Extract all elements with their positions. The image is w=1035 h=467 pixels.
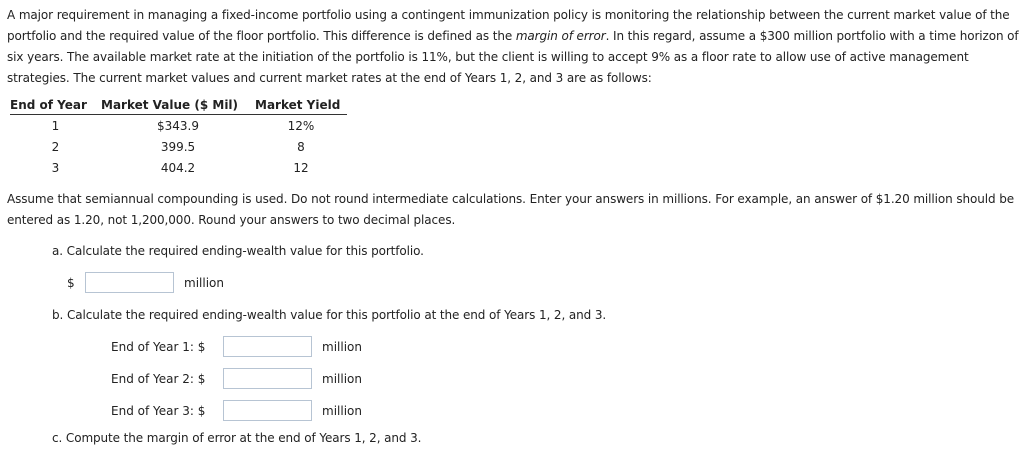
- year2-label: End of Year 2: $: [111, 371, 206, 386]
- cell-market-value: $343.9: [157, 118, 199, 133]
- answer-b-year2-row: [111, 367, 1031, 390]
- market-data-table: [10, 98, 347, 178]
- year3-label: End of Year 3: $: [111, 403, 206, 418]
- year1-label: End of Year 1: $: [111, 339, 206, 354]
- answer-b-year1-row: [111, 335, 1031, 358]
- unit-label: million: [322, 371, 362, 386]
- header-market-value: Market Value ($ Mil): [101, 98, 255, 115]
- answer-a-input[interactable]: [85, 272, 174, 293]
- cell-year: 1: [51, 118, 60, 133]
- question-a-text: a. Calculate the required ending-wealth value for this portfolio.: [52, 244, 424, 258]
- cell-market-value: 399.5: [160, 139, 196, 154]
- answer-b-year3-row: [111, 399, 1031, 422]
- answer-b-year3-input[interactable]: [223, 400, 312, 421]
- intro-text-start: A major requirement in managing a fixed-income portfolio using a contingent immunization policy is monitoring the relationship between the current market value of the portfolio and the required value of the floor portfolio. This difference is defined as the: [7, 8, 1010, 43]
- cell-year: 3: [51, 160, 60, 175]
- cell-year: 2: [51, 139, 60, 154]
- cell-market-yield: 12: [293, 160, 309, 175]
- unit-label: million: [322, 339, 362, 354]
- answer-a-row: [67, 271, 1031, 294]
- table-row: [10, 115, 347, 137]
- instructions-text: Assume that semiannual compounding is used. Do not round intermediate calculations. Enter your answers in millions. For example, an answer of $1.20 million should be entered as 1.20, not 1,200,000. Round your answers to two decimal places.: [7, 192, 1014, 227]
- intro-text-end: . In this regard, assume a $300 million portfolio with a time horizon of six years. The available market rate at the initiation of the portfolio is 11%, but the client is willing to accept 9% as a floor rate to allow use of active management strategies. The current market values and current market rates at the end of Years 1, 2, and 3 are as follows:: [7, 29, 1019, 85]
- table-row: [10, 136, 347, 157]
- dollar-sign: $: [67, 275, 75, 290]
- question-b: [52, 305, 1031, 422]
- question-b-text: b. Calculate the required ending-wealth value for this portfolio at the end of Years 1, 2, and 3.: [52, 308, 607, 322]
- intro-term-margin-of-error: margin of error: [515, 29, 606, 43]
- cell-market-yield: 12%: [287, 118, 315, 133]
- question-c: [52, 428, 1031, 449]
- cell-market-yield: 8: [297, 139, 305, 154]
- answer-b-year1-input[interactable]: [223, 336, 312, 357]
- answer-b-year2-input[interactable]: [223, 368, 312, 389]
- table-row: [10, 157, 347, 178]
- header-market-yield: Market Yield: [255, 98, 347, 115]
- cell-market-value: 404.2: [160, 160, 196, 175]
- problem-intro: [7, 5, 1031, 89]
- unit-label: million: [184, 275, 224, 290]
- question-a: [52, 241, 1031, 294]
- problem-page: [7, 5, 1031, 449]
- unit-label: million: [322, 403, 362, 418]
- header-end-of-year: End of Year: [10, 98, 101, 115]
- question-c-text: c. Compute the margin of error at the end of Years 1, 2, and 3.: [52, 431, 422, 445]
- table-header-row: [10, 98, 347, 115]
